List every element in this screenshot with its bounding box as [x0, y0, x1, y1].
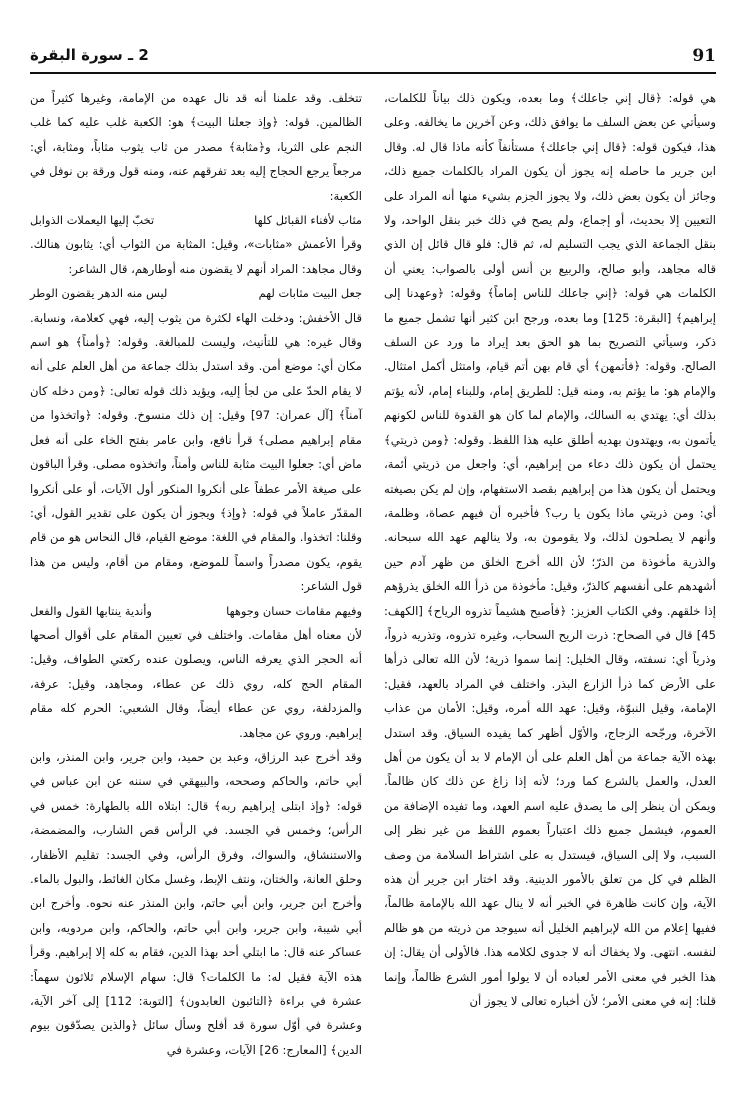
- poem-verse-3: [30, 599, 362, 623]
- poem-verse-1: [30, 208, 362, 232]
- left-paragraph-2: وقرأ الأعمش «مثابات»، وقيل: المثابة من الثواب أي: يثابون هنالك. وقال مجاهد: المراد أنهم لا يقضون منه أوطارهم، قال الشاعر:: [30, 237, 362, 276]
- header-divider: [30, 72, 716, 74]
- poem-verse-2-second-hemistich: ليس منه الدهر يقضون الوطر: [30, 286, 168, 301]
- left-paragraph-1: تتخلف. وقد علمنا أنه قد نال عهده من الإمامة، وغيرها كثيراً من الظالمين. قوله: ﴿وإذ جعلنا البيت﴾ هو: الكعبة غلب عليه كما غلب النجم على الثريا، و﴿مثابة﴾ مصدر من ثاب يثوب مثاباً، ومثابة، أي: مرجعاً يرجع الحجاج إليه بعد تفرقهم عنه، ومنه قول ورقة بن نوفل في الكعبة:: [30, 91, 362, 203]
- surah-title: 2 ـ سورة البقرة: [30, 46, 149, 64]
- left-paragraph-5: وقد أخرج عبد الرزاق، وعبد بن حميد، وابن جرير، وابن المنذر، وابن أبي حاتم، والحاكم وصححه، والبيهقي في سننه عن ابن عباس في قوله: ﴿وإذ ابتلى إبراهيم ربه﴾ قال: ابتلاه الله بالطهارة: خمس في الرأس؛ وخمس في الجسد. في الرأس قص الشارب، والمضمضة، والاستنشاق، والسواك، وفرق الرأس، وفي الجسد: تقليم الأظفار، وحلق العانة، والختان، ونتف الإبط، وغسل مكان الغائط، والبول بالماء. وأخرج ابن جرير، وابن أبي حاتم، وابن المنذر عنه نحوه. وأخرج ابن أبي شيبة، وابن جرير، وابن أبي حاتم، والحاكم، وابن مردويه، وابن عساكر عنه قال: ما ابتلي أحد بهذا الدين، فقام به كله إلا إبراهيم. وقرأ هذه الآية فقيل له: ما الكلمات؟ قال: سهام الإسلام ثلاثون سهماً: عشرة في براءة ﴿التائبون العابدون﴾ [التوبة: 112] إلى آخر الآية، وعشرة في أوّل سورة قد أفلح وسأل سائل ﴿والذين يصدّقون بيوم الدين﴾ [المعارج: 26] الآيات، وعشرة في: [30, 749, 362, 1057]
- left-paragraph-4: لأن معناه أهل مقامات. واختلف في تعيين المقام على أقوال أصحها أنه الحجر الذي يعرفه الناس، ويصلون عنده ركعتي الطواف، وقيل: المقام الحج كله، روي ذلك عن عطاء، ومجاهد، وقيل: عرفة، والمزدلفة، روي عن عطاء أيضاً، وقال الشعبي: الحرم كله مقام إبراهيم. وروي عن مجاهد.: [30, 627, 362, 740]
- page-header: [30, 44, 716, 72]
- poem-verse-2-first-hemistich: جعل البيت مثابات لهم: [258, 286, 362, 301]
- right-column: [384, 86, 716, 1013]
- poem-verse-2: [30, 281, 362, 305]
- left-column: [30, 86, 362, 1062]
- poem-verse-1-first-hemistich: مثاب لأفناء القبائل كلها: [254, 213, 362, 228]
- right-column-text: هي قوله: ﴿قال إني جاعلك﴾ وما بعده، ويكون ذلك بياناً للكلمات، وسيأتي عن بعض السلف ما يوافق ذلك، وعن آخرين ما يخالفه. وعلى هذا، فيكون قوله: ﴿قال إني جاعلك﴾ مستأنفاً كأنه ماذا قال له. وقال ابن جرير ما حاصله إنه يجوز أن يكون المراد بالكلمات جميع ذلك، وجائز أن يكون بعض ذلك، ولا يجوز الجزم بشيء منها أنه المراد على التعيين إلا بحديث، أو إجماع، ولم يصح في ذلك خبر بنقل الواحد، ولا بنقل الجماعة الذي يجب التسليم له، ثم قال: فلو قال قائل إن الذي قاله مجاهد، وأبو صالح، والربيع بن أنس أولى بالصواب: يعني أن الكلمات هي قوله: ﴿إني جاعلك للناس إماماً﴾ وقوله: ﴿وعهدنا إلى إبراهيم﴾ [البقرة: 125] وما بعده، ورجح ابن كثير أنها تشمل جميع ما ذكر، وسيأتي التصريح بما هو الحق بعد إيراد ما ورد عن السلف الصالح. وقوله: ﴿فأتمهن﴾ أي قام بهن أتم قيام، وامتثل أكمل امتثال. والإمام هو: ما يؤتم به، ومنه قيل: للطريق إمام، وللبناء إمام، لأنه يؤتم بذلك أي: يهتدي به السالك، والإمام لما كان هو القدوة للناس لكونهم يأتمون به، ويهتدون بهديه أطلق عليه هذا اللفظ. وقوله: ﴿ومن ذريتي﴾ يحتمل أن يكون ذلك دعاء من إبراهيم، أي: واجعل من ذريتي أئمة، ويحتمل أن يكون هذا من إبراهيم بقصد الاستفهام، وإن لم يكن بصيغته أي: ومن ذريتي ماذا يكون يا رب؟ فأخبره أن فيهم عصاة، وظلمة، وأنهم لا يصلحون لذلك، ولا يقومون به، ولا ينالهم عهد الله سبحانه. والذرية مأخوذة من الذرّ؛ لأن الله أخرج الخلق من ظهر آدم حين أشهدهم على أنفسهم كالذرّ، وقيل: مأخوذة من ذرأ الله الخلق يذرؤهم إذا خلقهم. وفي الكتاب العزيز: ﴿فأصبح هشيماً تذروه الرياح﴾ [الكهف: 45] قال في الصحاح: ذرت الريح السحاب، وغيره تذروه، وتذريه ذرواً، وذرياً أي: نسفته، وقال الخليل: إنما سموا ذرية؛ لأن الله تعالى ذرأها على الأرض كما ذرأ الزارع البذر. واختلف في المراد بالعهد، فقيل: الإمامة، وقيل النبوّة، وقيل: عهد الله أمره، وقيل: الأمان من عذاب الآخرة، ورجّحه الزجاج، والأوّل أظهر كما يفيده السياق. وقد استدل بهذه الآية جماعة من أهل العلم على أن الإمام لا بد أن يكون من أهل العدل، والعمل بالشرع كما ورد؛ لأنه إذا زاغ عن ذلك كان ظالماً. ويمكن أن ينظر إلى ما يصدق عليه اسم العهد، وما تفيده الإضافة من العموم، فيشمل جميع ذلك اعتباراً بعموم اللفظ من غير نظر إلى السبب، ولا إلى السياق، فيستدل به على اشتراط السلامة من وصف الظلم في كل من تعلق بالأمور الدينية. وقد اختار ابن جرير أن هذه الآية، وإن كانت ظاهرة في الخبر أنه لا ينال عهد الله بالإمامة ظالماً، ففيها إعلام من الله لإبراهيم الخليل أنه سيوجد من ذريته من هو ظالم لنفسه. انتهى. ولا يخفاك أنه لا جدوى لكلامه هذا. فالأولى أن يقال: إن هذا الخبر في معنى الأمر لعباده أن لا يولوا أمور الشرع ظالماً، وإنما قلنا: إنه في معنى الأمر؛ لأن أخباره تعالى لا يجوز أن: [384, 91, 717, 1009]
- left-paragraph-3: قال الأخفش: ودخلت الهاء لكثرة من يثوب إليه، فهي كعلامة، ونسابة. وقال غيره: هي للتأنيث، وليست للمبالغة. وقوله: ﴿وأمناً﴾ هو اسم مكان أي: موضع أمن. وقد استدل بذلك جماعة من أهل العلم على أنه لا يقام الحدّ على من لجأ إليه، ويؤيد ذلك قوله تعالى: ﴿ومن دخله كان آمناً﴾ [آل عمران: 97] وقيل: إن ذلك منسوخ. وقوله: ﴿واتخذوا من مقام إبراهيم مصلى﴾ قرأ نافع، وابن عامر بفتح الخاء على أنه فعل ماض أي: جعلوا البيت مثابة للناس وأمناً، واتخذوه مصلى. وقرأ الباقون على صيغة الأمر عطفاً على أنكروا المنكور أول الآيات، أو على أنكروا المقدّر عاملاً في قوله: ﴿وإذ﴾ ويجوز أن يكون على تقدير القول، أي: وقلنا: اتخذوا. والمقام في اللغة: موضع القيام، قال النحاس هو من قام يقوم، يكون مصدراً واسماً للموضع، ومقام من أقام، وليس من هذا قول الشاعر:: [30, 310, 363, 594]
- page-number: 91: [692, 46, 716, 66]
- poem-verse-1-second-hemistich: تخبّ إليها اليعملات الذوابل: [30, 213, 155, 228]
- poem-verse-3-first-hemistich: وفيهم مقامات حسان وجوهها: [226, 603, 362, 618]
- poem-verse-3-second-hemistich: وأندية ينتابها القول والفعل: [30, 603, 152, 618]
